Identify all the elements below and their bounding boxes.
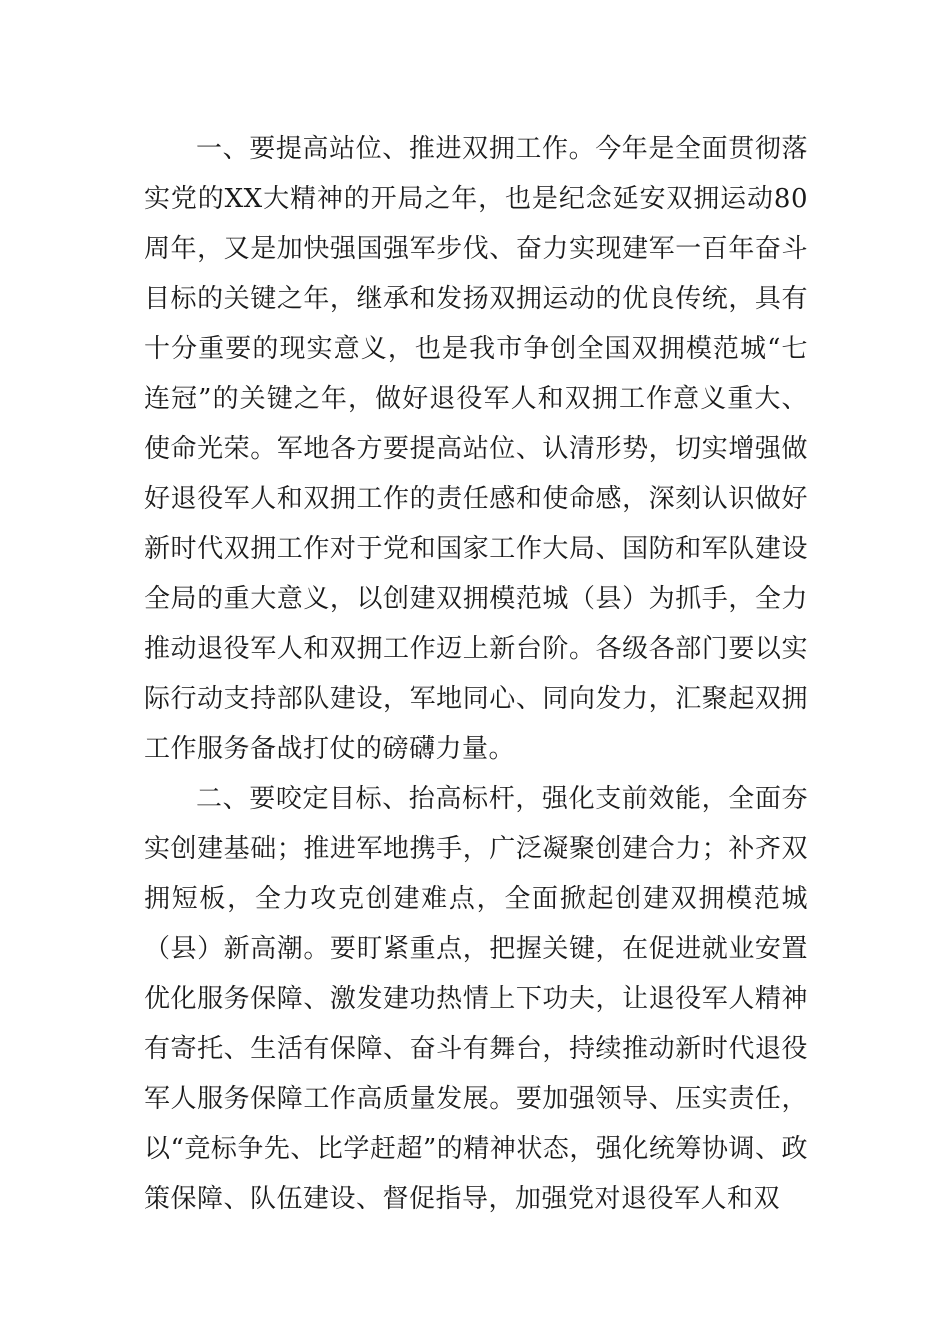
paragraph-1: 一、要提高站位、推进双拥工作。今年是全面贯彻落实党的XX大精神的开局之年，也是纪念延安双拥运动80周年，又是加快强国强军步伐、奋力实现建军一百年奋斗目标的关键之年，继承和发扬双拥运动的优良传统，具有十分重要的现实意义，也是我市争创全国双拥模范城“七连冠”的关键之年，做好退役军人和双拥工作意义重大、使命光荣。军地各方要提高站位、认清形势，切实增强做好退役军人和双拥工作的责任感和使命感，深刻认识做好新时代双拥工作对于党和国家工作大局、国防和军队建设全局的重大意义，以创建双拥模范城（县）为抓手，全力推动退役军人和双拥工作迈上新台阶。各级各部门要以实际行动支持部队建设，军地同心、同向发力，汇聚起双拥工作服务备战打仗的磅礴力量。 [144,134,808,764]
document-body [144,124,808,1224]
paragraph-2: 二、要咬定目标、抬高标杆，强化支前效能，全面夯实创建基础；推进军地携手，广泛凝聚创建合力；补齐双拥短板，全力攻克创建难点，全面掀起创建双拥模范城（县）新高潮。要盯紧重点，把握关键，在促进就业安置优化服务保障、激发建功热情上下功夫，让退役军人精神有寄托、生活有保障、奋斗有舞台，持续推动新时代退役军人服务保障工作高质量发展。要加强领导、压实责任，以“竞标争先、比学赶超”的精神状态，强化统筹协调、政策保障、队伍建设、督促指导，加强党对退役军人和双 [144,784,808,1214]
